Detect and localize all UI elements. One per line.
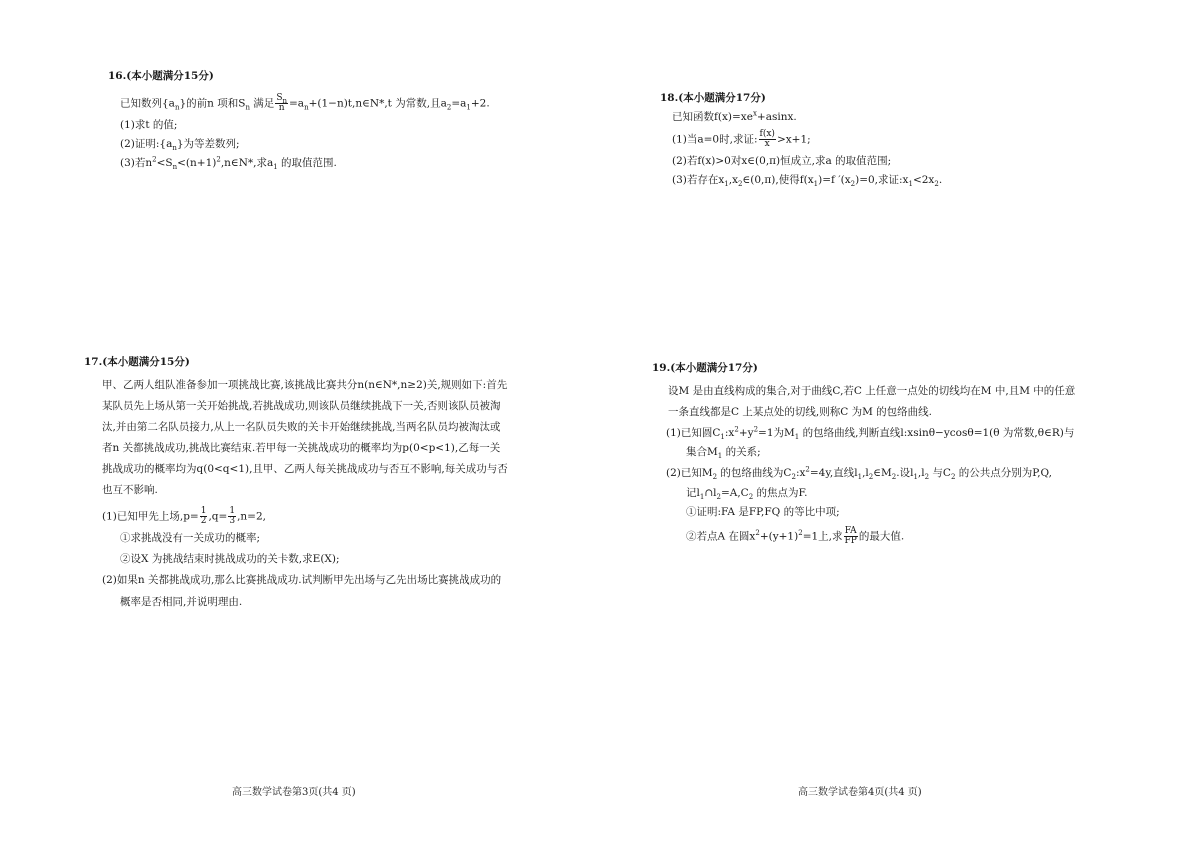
q19-sub2: ②若点A 在圆$x^2+(y+1)^2=1$上,求 $\frac{FA}{FP}$ 的最大值.: [686, 525, 905, 546]
q19-stem: 设M 是由直线构成的集合,对于曲线C,若C 上任意一点处的切线均在M 中,且M 中的任意 一条直线都是C 上某点处的切线,则称C 为M 的包络曲线.: [668, 385, 1076, 419]
right-page-footer: 高三数学试卷第4页(共4 页): [798, 786, 922, 798]
q16-fraction: $\frac{S_n}{n}$: [276, 93, 287, 114]
question-16: [108, 70, 490, 171]
q17-sub1: ①求挑战没有一关成功的概率;: [120, 532, 261, 545]
q17-part2-line1: (2)如果n 关都挑战成功,那么比赛挑战成功.试判断甲先出场与乙先出场比赛挑战成功的: [102, 574, 502, 587]
q19-part1-line2: 集合$M_1$ 的关系;: [686, 446, 761, 461]
q16-part1: (1)求t 的值;: [120, 119, 178, 132]
q18-stem: 已知函数$f(x)=xe^x+asinx$.: [672, 109, 797, 124]
q19-sub1: ①证明:FA 是FP,FQ 的等比中项;: [686, 505, 840, 518]
q16-part3: (3)若$n^2<S_n<(n+1)^2,n\in N*$,求$a_1$ 的取值范围.: [120, 155, 337, 172]
q19-part1: (1)已知圆$C_1:x^2+y^2=1$为$M_1$ 的包络曲线,判断直线l:xsinθ−ycosθ=1(θ 为常数,θ∈R)与: [666, 425, 1075, 442]
q16-part2: (2)证明$:\{a_n\}$为等差数列;: [120, 138, 240, 153]
q16-heading: 16.(本小题满分15分): [108, 70, 214, 82]
q18-heading: 18.(本小题满分17分): [660, 92, 766, 104]
q17-stem: 甲、乙两人组队准备参加一项挑战比赛,该挑战比赛共分n(n∈N*,n≥2)关,规则如下:首先 某队员先上场从第一关开始挑战,若挑战成功,则该队员继续挑战下一关,否则该队员被淘 汰,并由第二名队员接力,从上一名队员失败的关卡开始继续挑战,当两名队员均被淘汰或 者n 关都挑战成功,挑战比赛结束.若甲每一关挑战成功的概率均为p(0<p<1),乙每一关 挑战成功的概率均为q(0<q<1),且甲、乙两人每关挑战成功与否互不影响,每关成功与否 也互不影响.: [102, 379, 508, 497]
q17-heading: 17.(本小题满分15分): [84, 356, 190, 368]
q17-sub2: ②设X 为挑战结束时挑战成功的关卡数,求E(X);: [120, 553, 340, 566]
question-18: [660, 92, 942, 188]
question-19: [652, 362, 1075, 546]
q19-heading: 19.(本小题满分17分): [652, 362, 758, 374]
right-page: [600, 0, 1200, 849]
q19-part2: (2)已知$M_2$ 的包络曲线为$C_2:x^2=4y$,直线$l_1,l_2\in M_2$.设$l_1,l_2$ 与$C_2$ 的公共点分别为P,Q,: [666, 465, 1052, 482]
q18-part2: (2)若f(x)>0对x∈(0,π)恒成立,求a 的取值范围;: [672, 155, 892, 168]
q18-part3: (3)若存在$x_1,x_2\in(0,\pi)$,使得$f(x_1)=f$ $'(x_2)=0$,求证$:x_1<2x_2$.: [672, 174, 943, 189]
q16-stem: 已知数列$\{a_n\}$的前n 项和$S_n$ 满足 $\frac{S_n}{n}$ $=a_n+(1-n)t,n\in N*,t$ 为常数,且$a_2=a_1+2$.: [120, 93, 490, 114]
question-17: [84, 356, 508, 609]
left-page-footer: 高三数学试卷第3页(共4 页): [232, 786, 356, 798]
q17-part2-line2: 概率是否相同,并说明理由.: [120, 595, 243, 608]
q17-part1: (1)已知甲先上场,p= $\frac{1}{2}$ ,q= $\frac{1}{3}$ ,n=2,: [102, 506, 266, 527]
q19-part2-line2: 记$l_1\cap l_2=A,C_2$ 的焦点为F.: [686, 486, 808, 501]
q18-part1: (1)当a=0时,求证: $\frac{f(x)}{x}$ >x+1;: [672, 129, 811, 150]
